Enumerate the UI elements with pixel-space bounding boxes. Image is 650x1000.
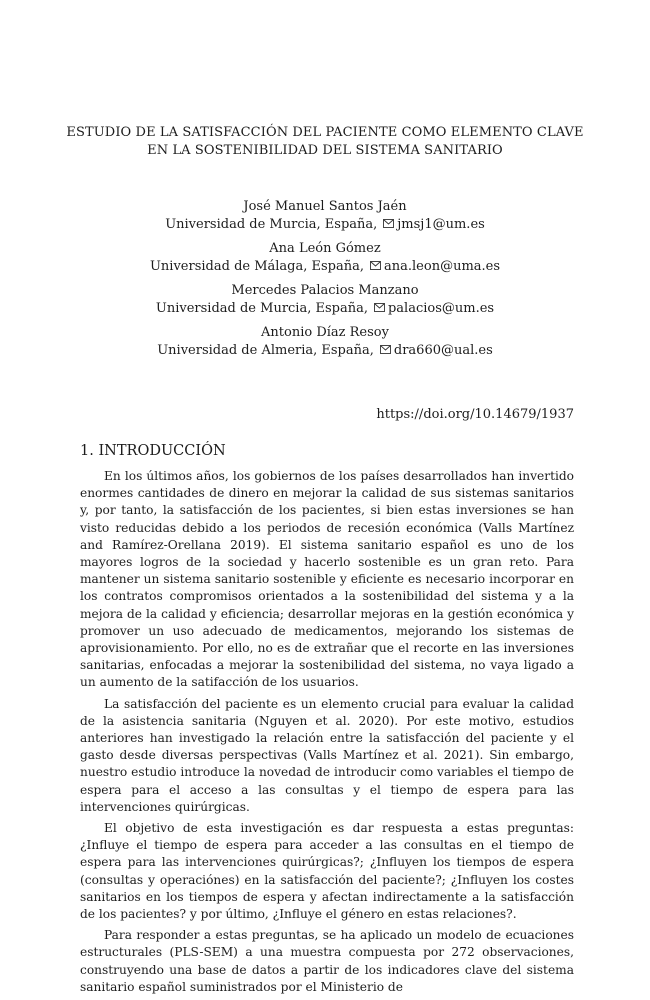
author-affiliation-line xyxy=(0,300,650,318)
paper-title xyxy=(60,124,590,160)
author-email[interactable]: palacios@um.es xyxy=(387,301,495,316)
author-block xyxy=(0,282,650,318)
title-line: ESTUDIO DE LA SATISFACCIÓN DEL PACIENTE COMO ELEMENTO CLAVE xyxy=(66,125,584,140)
author-name: Ana León Gómez xyxy=(269,241,381,256)
paragraph: En los últimos años, los gobiernos de los países desarrollados han invertido enormes cantidades de dinero en mejorar la calidad de sus sistemas sanitarios y, por tanto, la satisfacción de los pacientes, si bien estas inversiones se han visto reducidas debido a los periodos de recesión económica (Valls Martínez and Ramírez-Orellana 2019). El sistema sanitario español es uno de los mayores logros de la sociedad y hacerlo sostenible es un gran reto. Para mantener un sistema sanitario sostenible y eficiente es necesario incorporar en los contratos compromisos orientados a la sostenibilidad del sistema y a la mejora de la calidad y eficiencia; desarrollar mejoras en la gestión económica y promover un uso adecuado de medicamentos, mejorando los sistemas de aprovisionamiento. Por ello, no es de extrañar que el recorte en las inversiones sanitarias, enfocadas a mejorar la sostenibilidad del sistema, no vaya ligado a un aumento de la satifacción de los usuarios. xyxy=(80,469,574,690)
doi-link[interactable]: https://doi.org/10.14679/1937 xyxy=(376,407,574,422)
author-affiliation: Universidad de Murcia, España, xyxy=(155,301,368,316)
author-email[interactable]: dra660@ual.es xyxy=(393,343,493,358)
author-affiliation-line xyxy=(0,216,650,234)
mail-icon xyxy=(383,219,394,228)
author-affiliation: Universidad de Málaga, España, xyxy=(149,259,365,274)
paragraph: Para responder a estas preguntas, se ha aplicado un modelo de ecuaciones estructurales (PLS-SEM) a una muestra compuesta por 272 observaciones, construyendo una base de datos a partir de los indicadores clave del sistema sanitario español suministrados por el Ministerio de xyxy=(80,928,574,994)
author-block xyxy=(0,240,650,276)
title-line: EN LA SOSTENIBILIDAD DEL SISTEMA SANITARIO xyxy=(147,143,503,158)
author-name: José Manuel Santos Jaén xyxy=(243,199,407,214)
author-name: Mercedes Palacios Manzano xyxy=(231,283,419,298)
author-affiliation-line xyxy=(0,258,650,276)
section-heading: 1. INTRODUCCIÓN xyxy=(80,443,226,459)
author-name: Antonio Díaz Resoy xyxy=(261,325,389,340)
author-list xyxy=(0,198,650,366)
author-affiliation-line xyxy=(0,342,650,360)
body-text xyxy=(80,468,574,1000)
author-email[interactable]: jmsj1@um.es xyxy=(397,217,485,232)
mail-icon xyxy=(380,345,391,354)
author-affiliation: Universidad de Almeria, España, xyxy=(157,343,374,358)
paragraph: El objetivo de esta investigación es dar respuesta a estas preguntas: ¿Influye el tiempo de espera para acceder a las consultas en el tiempo de espera para las intervenciones quirúrgicas?; ¿Influyen los tiempos de espera (consultas y operaciónes) en la satisfacción del paciente?; ¿Influyen los costes sanitarios en los tiempos de espera y afectan indirectamente a la satisfacción de los pacientes? y por último, ¿Influye el género en estas relaciones?. xyxy=(80,821,574,922)
author-affiliation: Universidad de Murcia, España, xyxy=(165,217,378,232)
mail-icon xyxy=(374,303,385,312)
author-email[interactable]: ana.leon@uma.es xyxy=(384,259,501,274)
mail-icon xyxy=(370,261,381,270)
author-block xyxy=(0,324,650,360)
author-block xyxy=(0,198,650,234)
paragraph: La satisfacción del paciente es un elemento crucial para evaluar la calidad de la asistencia sanitaria (Nguyen et al. 2020). Por este motivo, estudios anteriores han investigado la relación entre la satisfacción del paciente y el gasto desde diversas perspectivas (Valls Martínez et al. 2021). Sin embargo, nuestro estudio introduce la novedad de introducir como variables el tiempo de espera para el acceso a las consultas y el tiempo de espera para las intervenciones quirúrgicas. xyxy=(80,696,574,814)
